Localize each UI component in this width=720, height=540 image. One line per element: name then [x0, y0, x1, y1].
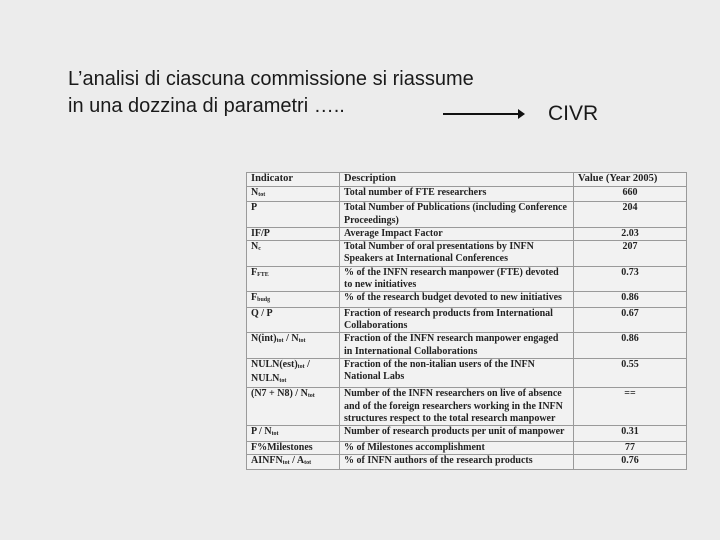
indicator-base: F	[251, 292, 258, 304]
indicator-base: F%Milestones	[251, 441, 313, 453]
indicator-base: P	[251, 202, 258, 214]
header-value: Value (Year 2005)	[574, 173, 687, 187]
indicator-cell	[247, 241, 340, 267]
table-row	[247, 307, 687, 333]
header-indicator: Indicator	[247, 173, 340, 187]
title-line-1: L’analisi di ciascuna commissione si riassume	[68, 68, 474, 90]
civr-label: CIVR	[548, 102, 599, 125]
indicator-cell	[247, 454, 340, 469]
indicator-subscript: tot	[282, 459, 290, 466]
value-cell: 0.73	[574, 266, 687, 292]
value-cell: 0.86	[574, 292, 687, 307]
indicator-base: N	[251, 187, 259, 198]
indicator-base: IF/P	[251, 227, 270, 239]
indicator-subscript-2: tot	[304, 459, 312, 466]
indicator-subscript-2: tot	[279, 378, 287, 385]
description-cell: Number of the INFN researchers on live of absence and of the foreign researchers working in the INFN structures respect to the total research manpower	[340, 388, 574, 426]
value-cell: ==	[574, 388, 687, 426]
table-row	[247, 388, 687, 426]
indicator-subscript: tot	[258, 192, 266, 198]
table-row	[247, 292, 687, 307]
indicator-base: (N7 + N8) / N	[251, 388, 308, 400]
description-cell: Fraction of the non-italian users of the INFN National Labs	[340, 358, 574, 388]
indicator-cell	[247, 227, 340, 240]
title-line-2: in una dozzina di parametri …..	[68, 95, 345, 117]
table-header-row	[247, 173, 687, 187]
value-cell: 660	[574, 187, 687, 202]
right-arrow-icon	[443, 113, 519, 115]
indicators-table	[246, 172, 687, 470]
indicator-cell	[247, 333, 340, 359]
description-cell: Number of research products per unit of manpower	[340, 426, 574, 441]
description-cell: Fraction of the INFN research manpower engaged in International Collaborations	[340, 333, 574, 359]
indicator-subscript: c	[258, 246, 261, 253]
table-row	[247, 358, 687, 388]
indicator-cell	[247, 266, 340, 292]
table-row	[247, 187, 687, 202]
indicator-base: NULN(est)	[251, 358, 298, 370]
value-cell: 0.86	[574, 333, 687, 359]
indicator-cell	[247, 202, 340, 228]
indicator-subscript-2: tot	[298, 338, 306, 345]
value-cell: 0.31	[574, 426, 687, 441]
indicator-subscript: tot	[276, 338, 284, 345]
table-row	[247, 333, 687, 359]
indicator-base: AINFN	[251, 454, 283, 466]
indicator-cell	[247, 426, 340, 441]
table-row	[247, 454, 687, 469]
description-cell: Fraction of research products from International Collaborations	[340, 307, 574, 333]
value-cell: 204	[574, 202, 687, 228]
value-cell: 0.67	[574, 307, 687, 333]
indicator-base-2: / N	[283, 333, 299, 345]
indicator-base: P / N	[251, 426, 272, 438]
description-cell: Total Number of Publications (including Conference Proceedings)	[340, 202, 574, 228]
table-row	[247, 202, 687, 228]
indicator-cell	[247, 307, 340, 333]
value-cell: 77	[574, 441, 687, 454]
slide-title	[68, 66, 474, 120]
value-cell: 207	[574, 241, 687, 267]
indicator-base-2: / NULN	[251, 358, 310, 385]
description-cell: % of the research budget devoted to new initiatives	[340, 292, 574, 307]
indicator-base: N(int)	[251, 333, 277, 345]
indicator-subscript: FTE	[257, 271, 269, 278]
indicator-cell	[247, 441, 340, 454]
indicator-subscript: budg	[257, 297, 271, 304]
indicator-subscript: tot	[307, 393, 315, 400]
description-cell: Total number of FTE researchers	[340, 187, 574, 202]
description-cell: % of Milestones accomplishment	[340, 441, 574, 454]
description-cell: % of INFN authors of the research products	[340, 454, 574, 469]
indicator-cell	[247, 358, 340, 388]
indicator-base: Q / P	[251, 307, 273, 319]
indicator-base: N	[251, 241, 259, 253]
indicator-base-2: / A	[289, 454, 305, 466]
indicator-subscript: tot	[271, 431, 279, 438]
table-row	[247, 241, 687, 267]
table-row	[247, 227, 687, 240]
table-row	[247, 441, 687, 454]
indicator-base: F	[251, 266, 258, 278]
value-cell: 0.55	[574, 358, 687, 388]
table-row	[247, 426, 687, 441]
table-row	[247, 266, 687, 292]
indicator-cell	[247, 292, 340, 307]
indicator-cell	[247, 187, 340, 202]
description-cell: Total Number of oral presentations by INFN Speakers at International Conferences	[340, 241, 574, 267]
indicator-cell	[247, 388, 340, 426]
header-description: Description	[340, 173, 574, 187]
indicator-subscript: tot	[297, 363, 305, 370]
value-cell: 0.76	[574, 454, 687, 469]
description-cell: Average Impact Factor	[340, 227, 574, 240]
value-cell: 2.03	[574, 227, 687, 240]
description-cell: % of the INFN research manpower (FTE) devoted to new initiatives	[340, 266, 574, 292]
